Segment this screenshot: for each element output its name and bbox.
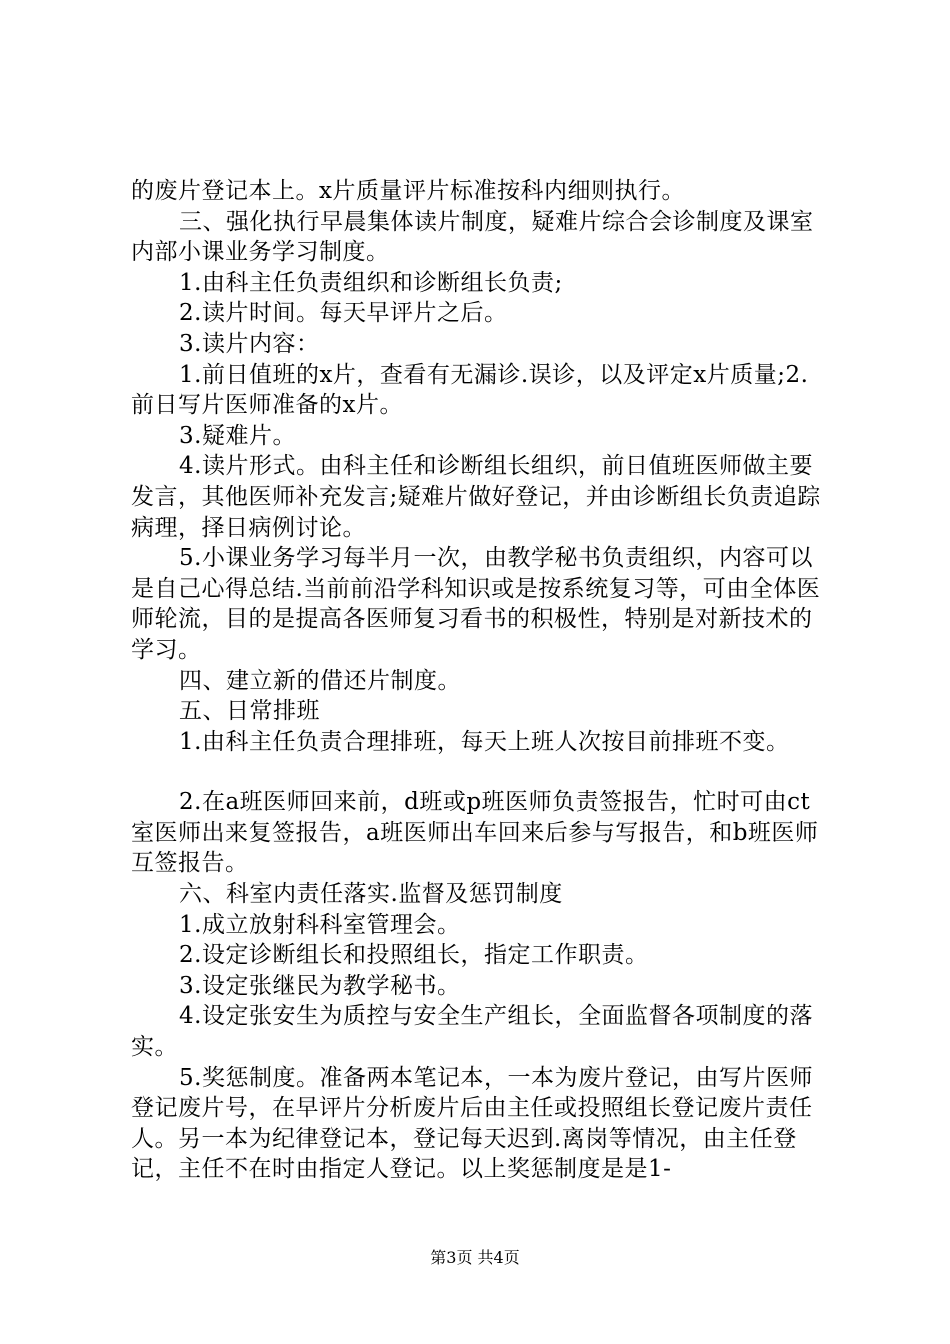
paragraph: 四、建立新的借还片制度。 bbox=[179, 667, 461, 694]
document-body bbox=[131, 176, 831, 1185]
paragraph: 1.由科主任负责合理排班，每天上班人次按目前排班不变。 bbox=[179, 728, 790, 755]
paragraph: 2.在a班医师回来前，d班或p班医师负责签报告，忙时可由ct室医师出来复签报告，a班医师出车回来后参与写报告，和b班医师互签报告。 bbox=[131, 789, 819, 877]
paragraph: 4.读片形式。由科主任和诊断组长组织，前日值班医师做主要发言，其他医师补充发言;疑难片做好登记，并由诊断组长负责追踪病理，择日病例讨论。 bbox=[131, 453, 821, 541]
paragraph: 三、强化执行早晨集体读片制度，疑难片综合会诊制度及课室内部小课业务学习制度。 bbox=[131, 208, 814, 266]
paragraph: 2.读片时间。每天早评片之后。 bbox=[179, 300, 508, 327]
paragraph: 4.设定张安生为质控与安全生产组长，全面监督各项制度的落实。 bbox=[131, 1003, 813, 1061]
paragraph: 六、科室内责任落实.监督及惩罚制度 bbox=[179, 881, 563, 908]
paragraph: 3.设定张继民为教学秘书。 bbox=[179, 972, 461, 999]
paragraph: 1.成立放射科科室管理会。 bbox=[179, 911, 461, 938]
paragraph: 的废片登记本上。x片质量评片标准按科内细则执行。 bbox=[131, 178, 685, 204]
paragraph: 5.奖惩制度。准备两本笔记本，一本为废片登记，由写片医师登记废片号，在早评片分析废片后由主任或投照组长登记废片责任人。另一本为纪律登记本，登记每天迟到.离岗等情况，由主任登记，主任不在时由指定人登记。以上奖惩制度是是1- bbox=[131, 1064, 813, 1183]
paragraph: 1.前日值班的x片，查看有无漏诊.误诊，以及评定x片质量;2.前日写片医师准备的x片。 bbox=[131, 361, 809, 419]
paragraph: 3.读片内容： bbox=[179, 330, 320, 357]
paragraph: 3.疑难片。 bbox=[179, 422, 296, 449]
paragraph: 2.设定诊断组长和投照组长，指定工作职责。 bbox=[179, 942, 649, 969]
paragraph: 5.小课业务学习每半月一次，由教学秘书负责组织，内容可以是自己心得总结.当前前沿学科知识或是按系统复习等，可由全体医师轮流，目的是提高各医师复习看书的积极性，特别是对新技术的学习。 bbox=[131, 545, 821, 663]
paragraph: 五、日常排班 bbox=[179, 698, 320, 725]
page-footer: 第3页 共4页 bbox=[430, 1248, 520, 1267]
paragraph: 1.由科主任负责组织和诊断组长负责; bbox=[179, 269, 563, 296]
